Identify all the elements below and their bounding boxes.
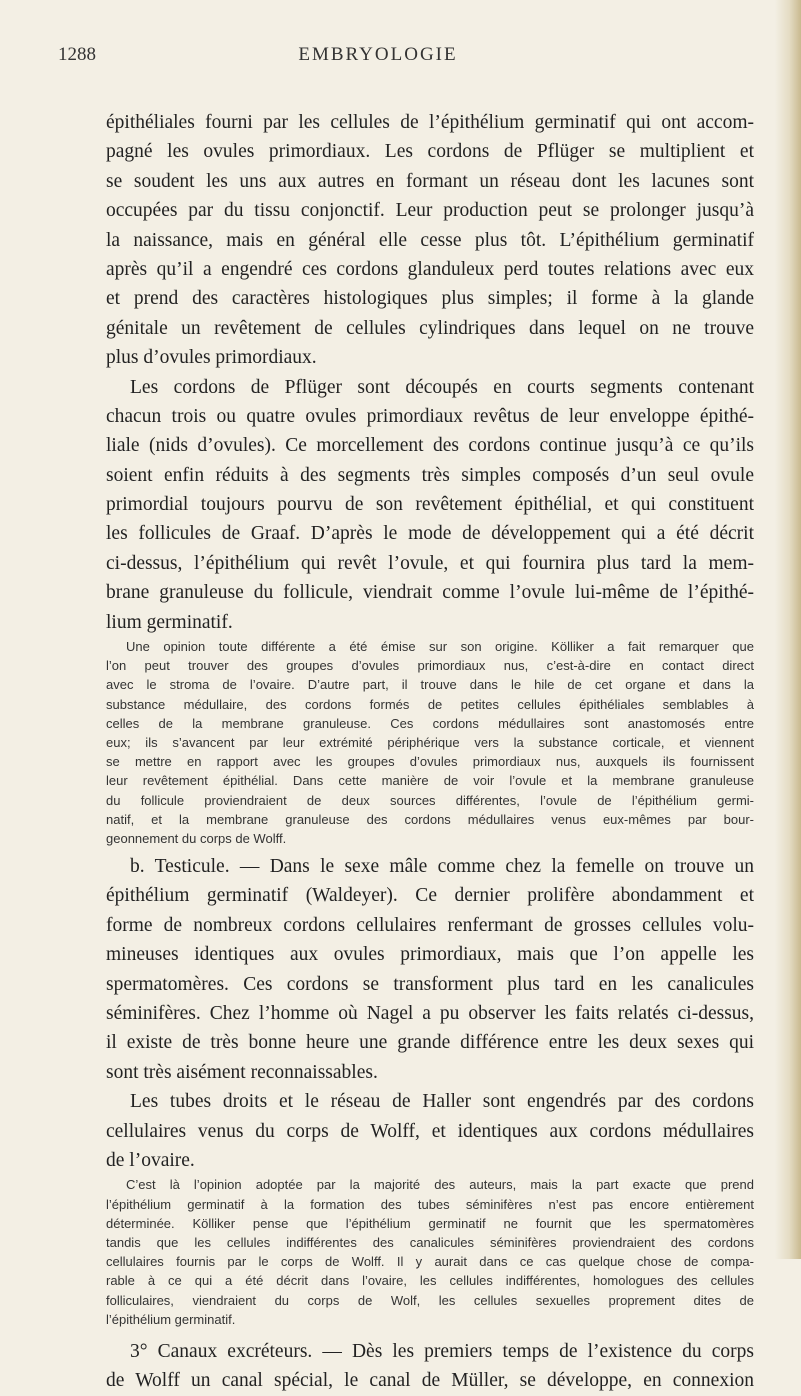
text-line: de Wolff un canal spécial, le canal de Müller, se développe, en connexion <box>106 1370 754 1392</box>
text-line: se soudent les uns aux autres en formant un réseau dont les lacunes sont <box>106 170 754 192</box>
text-line: épithélium germinatif (Waldeyer). Ce dernier prolifère abondamment et <box>106 885 754 907</box>
text-line: ci-dessus, l’épithélium qui revêt l’ovule, et qui fournira plus tard la mem- <box>106 552 754 574</box>
note-line: leur revêtement épithélial. Dans cette manière de voir l’ovule et la membrane granuleuse <box>106 773 754 789</box>
text-line: lium germinatif. <box>106 611 233 633</box>
text-line: 3° Canaux excréteurs. — Dès les premiers temps de l’existence du corps <box>130 1340 754 1362</box>
note-line: l’épithélium germinatif. <box>106 1311 236 1327</box>
text-line: Les tubes droits et le réseau de Haller sont engendrés par des cordons <box>130 1091 754 1113</box>
note-line: C’est là l’opinion adoptée par la majorité des auteurs, mais la part exacte que prend <box>126 1177 754 1193</box>
page-edge-shadow <box>775 0 801 1259</box>
note-line: tandis que les cellules indifférentes des canalicules séminifères proviendraient des cordons <box>106 1234 754 1250</box>
note-line: celles de la membrane granuleuse. Ces cordons médullaires sont anastomosés entre <box>106 715 754 731</box>
note-line: cellulaires fournis par le corps de Wolff. Il y aurait dans ce cas quelque chose de compa- <box>106 1254 754 1270</box>
note-authors-opinion <box>106 1175 754 1329</box>
text-line: sont très aisément reconnaissables. <box>106 1061 378 1083</box>
text-line: liale (nids d’ovules). Ce morcellement des cordons continue jusqu’à ce qu’ils <box>106 435 754 457</box>
page-number: 1288 <box>58 44 96 65</box>
text-line: pagné les ovules primordiaux. Les cordons de Pflüger se multiplient et <box>106 141 754 163</box>
note-line: se mettre en rapport avec les groupes d’ovules primordiaux nus, auxquels ils fournissent <box>106 754 754 770</box>
note-line: l’épithélium germinatif à la formation des tubes séminifères n’est pas encore entièrement <box>106 1196 754 1212</box>
note-line: l’on peut trouver des groupes d’ovules primordiaux nus, c’est-à-dire en contact direct <box>106 658 754 674</box>
paragraph-excretory-canals <box>106 1337 754 1396</box>
text-line: Les cordons de Pflüger sont découpés en courts segments contenant <box>130 376 754 398</box>
note-kolliker-opinion <box>106 637 754 848</box>
note-line: avec le stroma de l’ovaire. D’autre part, il trouve dans le hile de cet organe et dans la <box>106 677 754 693</box>
paragraph-ovary-cords <box>106 108 754 373</box>
note-line: du follicule proviendraient de deux sources différentes, l’ovule de l’épithélium germi- <box>106 792 754 808</box>
note-line: folliculaires, viendraient du corps de Wolf, les cellules sexuelles proprement dites de <box>106 1292 754 1308</box>
note-line: natif, et la membrane granuleuse des cordons médullaires venus eux-mêmes par bour- <box>106 811 754 827</box>
text-line: mineuses identiques aux ovules primordiaux, mais que l’on appelle les <box>106 944 754 966</box>
page-body <box>106 108 754 1396</box>
text-line: occupées par du tissu conjonctif. Leur production peut se prolonger jusqu’à <box>106 200 754 222</box>
text-line: plus d’ovules primordiaux. <box>106 347 317 369</box>
paragraph-testicle <box>106 852 754 1087</box>
note-line: eux; ils s’avancent par leur extrémité périphérique vers la substance corticale, et viennent <box>106 734 754 750</box>
paragraph-graaf-follicles <box>106 373 754 638</box>
note-line: rable à ce qui a été décrit dans l’ovaire, les cellules indifférentes, homologues des cellules <box>106 1273 754 1289</box>
text-line: la naissance, mais en général elle cesse plus tôt. L’épithélium germinatif <box>106 229 754 251</box>
text-line: épithéliales fourni par les cellules de l’épithélium germinatif qui ont accom- <box>106 112 754 133</box>
text-line: génitale un revêtement de cellules cylindriques dans lequel on ne trouve <box>106 317 754 339</box>
text-line: chacun trois ou quatre ovules primordiaux revêtus de leur enveloppe épithé- <box>106 405 754 427</box>
text-line: séminifères. Chez l’homme où Nagel a pu observer les faits relatés ci-dessus, <box>106 1003 754 1025</box>
paragraph-tubes-droits <box>106 1087 754 1175</box>
text-line: et prend des caractères histologiques plus simples; il forme à la glande <box>106 288 754 310</box>
text-line: de l’ovaire. <box>106 1150 195 1171</box>
text-line: brane granuleuse du follicule, viendrait comme l’ovule lui-même de l’épithé- <box>106 582 754 604</box>
text-line: spermatomères. Ces cordons se transforment plus tard en les canalicules <box>106 973 754 995</box>
text-line: primordial toujours pourvu de son revêtement épithélial, et qui constituent <box>106 494 754 516</box>
text-line: les follicules de Graaf. D’après le mode de développement qui a été décrit <box>106 523 754 545</box>
note-line: substance médullaire, des cordons formés de petites cellules épithéliales semblables à <box>106 696 754 712</box>
text-line: soient enfin réduits à des segments très simples composés d’un seul ovule <box>106 464 754 486</box>
text-line: après qu’il a engendré ces cordons glanduleux perd toutes relations avec eux <box>106 258 754 280</box>
text-line: cellulaires venus du corps de Wolff, et identiques aux cordons médullaires <box>106 1120 754 1142</box>
note-line: geonnement du corps de Wolff. <box>106 830 287 846</box>
text-line: il existe de très bonne heure une grande différence entre les deux sexes qui <box>106 1032 754 1054</box>
note-line: déterminée. Kölliker pense que l’épithélium germinatif ne fournit que les spermatomères <box>106 1215 754 1231</box>
page-header <box>58 44 698 70</box>
text-line: forme de nombreux cordons cellulaires renfermant de grosses cellules volu- <box>106 914 754 936</box>
running-title: EMBRYOLOGIE <box>298 44 458 65</box>
note-line: Une opinion toute différente a été émise sur son origine. Kölliker a fait remarquer que <box>126 639 754 655</box>
text-line: b. Testicule. — Dans le sexe mâle comme chez la femelle on trouve un <box>130 856 754 878</box>
